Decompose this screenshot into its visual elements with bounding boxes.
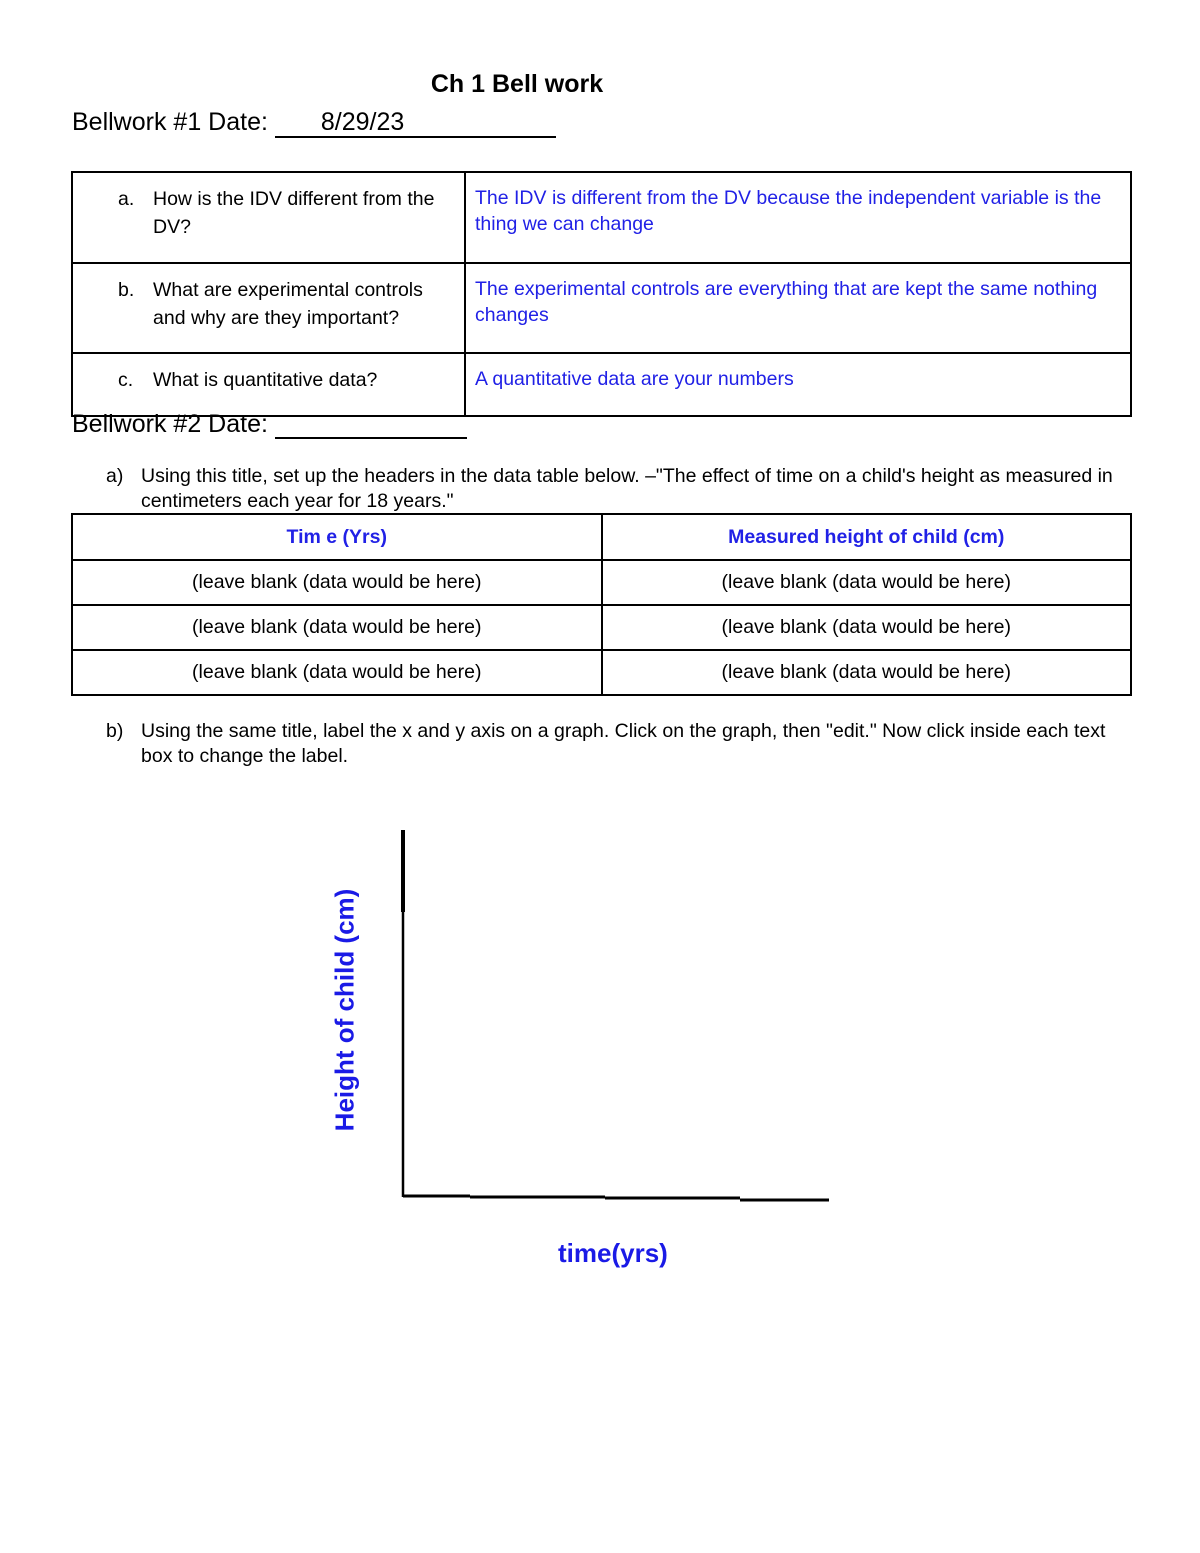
bellwork2-label: Bellwork #2 Date: (72, 410, 275, 438)
answer-cell[interactable]: The experimental controls are everything that are kept the same nothing changes (465, 263, 1131, 353)
question-text: What is quantitative data? (153, 369, 378, 391)
table-cell[interactable]: (leave blank (data would be here) (72, 650, 602, 695)
answer-cell[interactable]: The IDV is different from the DV because the independent variable is the thing we can change (465, 172, 1131, 263)
instruction-a-letter: a) (106, 465, 124, 487)
graph-x-label[interactable]: time(yrs) (558, 1238, 668, 1268)
instruction-b-text: Using the same title, label the x and y axis on a graph. Click on the graph, then "edit." Now click inside each text box to change the label. (141, 720, 1106, 767)
header-height[interactable]: Measured height of child (cm) (602, 514, 1132, 560)
header-time[interactable]: Tim e (Yrs) (72, 514, 602, 560)
page-title: Ch 1 Bell work (430, 70, 604, 98)
question-letter: c. (118, 369, 134, 391)
table-cell[interactable]: (leave blank (data would be here) (72, 605, 602, 650)
graph-y-label[interactable]: Height of child (cm) (329, 888, 360, 1132)
question-letter: b. (118, 279, 135, 301)
question-letter: a. (118, 188, 135, 210)
table-cell[interactable]: (leave blank (data would be here) (602, 650, 1132, 695)
answer-cell[interactable]: A quantitative data are your numbers (465, 353, 1131, 416)
bellwork1-label: Bellwork #1 Date: (72, 108, 275, 136)
table-cell[interactable]: (leave blank (data would be here) (602, 605, 1132, 650)
table-cell[interactable]: (leave blank (data would be here) (602, 560, 1132, 605)
question-text: What are experimental controls and why are they important? (153, 279, 423, 329)
question-text: How is the IDV different from the DV? (153, 188, 435, 238)
bellwork1-date: 8/29/23 (320, 108, 405, 136)
instruction-b-letter: b) (106, 720, 124, 742)
instruction-a-text: Using this title, set up the headers in the data table below. –"The effect of time on a child's height as measured in centimeters each year for 18 years." (141, 465, 1113, 512)
table-cell[interactable]: (leave blank (data would be here) (72, 560, 602, 605)
